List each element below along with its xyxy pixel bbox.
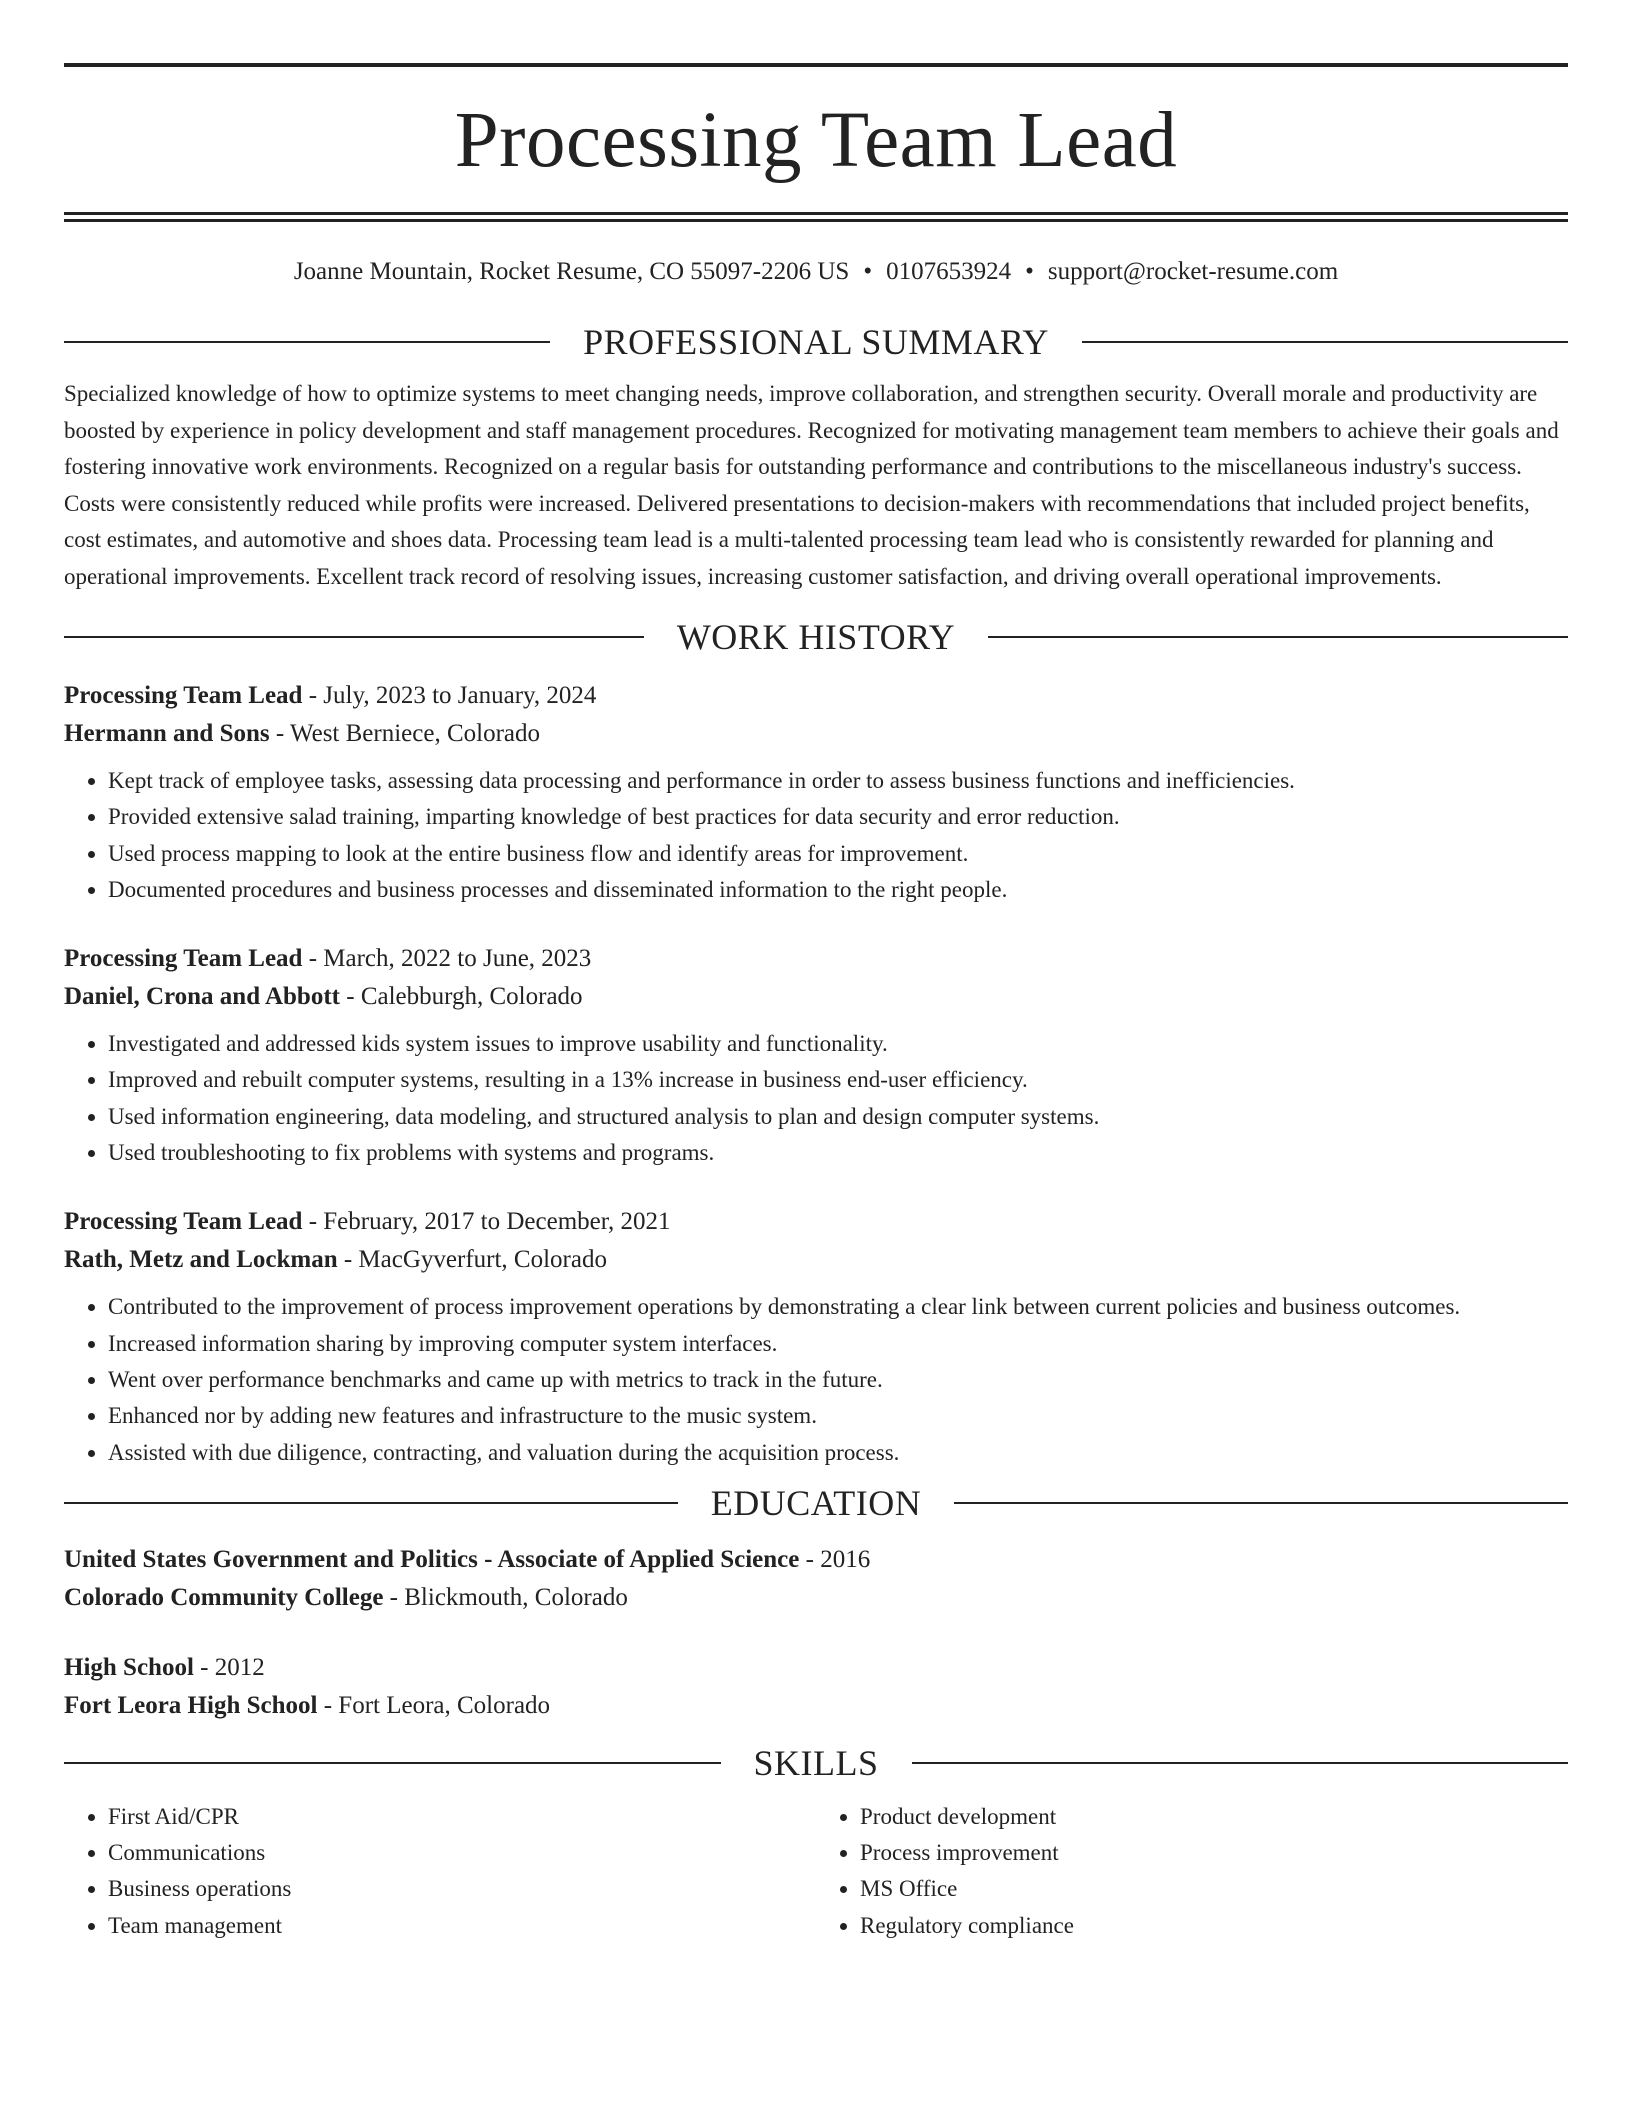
job-company: Hermann and Sons xyxy=(64,720,270,747)
section-rule xyxy=(988,636,1568,638)
skill-item: • MS Office xyxy=(860,1871,1568,1907)
job-company-line xyxy=(64,715,1568,753)
education-entry xyxy=(64,1649,1568,1725)
job-bullet: • Kept track of employee tasks, assessing data processing and performance in order to assess business functions and inefficiencies. xyxy=(108,763,1568,799)
section-title-skills: SKILLS xyxy=(753,1742,879,1783)
job-location: - West Berniece, Colorado xyxy=(269,720,540,747)
job-bullets xyxy=(64,763,1568,908)
section-rule xyxy=(912,1762,1569,1764)
education-school-line xyxy=(64,1687,1568,1725)
job-entry xyxy=(64,677,1568,908)
section-title-work: WORK HISTORY xyxy=(676,617,956,657)
education-school: Colorado Community College xyxy=(64,1583,384,1611)
job-bullet: • Investigated and addressed kids system issues to improve usability and functionality. xyxy=(108,1026,1568,1062)
job-title-line xyxy=(64,1203,1568,1241)
section-header-summary xyxy=(64,324,1568,360)
education-school: Fort Leora High School xyxy=(64,1691,318,1719)
education-school-line xyxy=(64,1579,1568,1617)
skill-item: • Regulatory compliance xyxy=(860,1908,1568,1944)
skills-list-left xyxy=(64,1799,816,1944)
section-title-summary: PROFESSIONAL SUMMARY xyxy=(583,322,1049,362)
job-company: Rath, Metz and Lockman xyxy=(64,1246,338,1274)
contact-separator: • xyxy=(1025,258,1034,285)
job-bullet: • Used information engineering, data modeling, and structured analysis to plan and design computer systems. xyxy=(108,1099,1568,1135)
skill-item: • Business operations xyxy=(108,1871,816,1907)
contact-address: Joanne Mountain, Rocket Resume, CO 55097-2206 US xyxy=(293,258,850,285)
title-double-rule xyxy=(64,212,1568,222)
section-rule xyxy=(1082,341,1568,343)
skills-columns xyxy=(64,1799,1568,1944)
job-bullet: • Assisted with due diligence, contracting, and valuation during the acquisition process. xyxy=(108,1435,1568,1471)
job-company-line xyxy=(64,978,1568,1016)
education-degree-line xyxy=(64,1541,1568,1579)
section-header-skills xyxy=(64,1742,1568,1783)
section-rule xyxy=(64,1502,678,1504)
education-year: - 2012 xyxy=(193,1653,265,1681)
job-company: Daniel, Crona and Abbott xyxy=(64,983,340,1011)
contact-line xyxy=(64,258,1568,286)
job-bullets xyxy=(64,1289,1568,1470)
skill-item: • Product development xyxy=(860,1799,1568,1835)
skill-item: • Communications xyxy=(108,1835,816,1871)
job-role: Processing Team Lead xyxy=(64,682,303,709)
education-location: - Blickmouth, Colorado xyxy=(383,1583,628,1611)
job-bullet: • Contributed to the improvement of process improvement operations by demonstrating a clear link between current policies and business outcomes. xyxy=(108,1289,1568,1325)
education-location: - Fort Leora, Colorado xyxy=(317,1691,551,1719)
section-title-education: EDUCATION xyxy=(710,1482,922,1523)
skills-list-right xyxy=(816,1799,1568,1944)
job-dates: - February, 2017 to December, 2021 xyxy=(302,1208,671,1236)
resume-title: Processing Team Lead xyxy=(454,97,1178,184)
job-bullet: • Used troubleshooting to fix problems with systems and programs. xyxy=(108,1135,1568,1171)
education-year: - 2016 xyxy=(799,1545,871,1573)
section-header-work xyxy=(64,619,1568,655)
job-bullets xyxy=(64,1026,1568,1171)
education-degree: High School xyxy=(64,1653,194,1681)
skill-item: • First Aid/CPR xyxy=(108,1799,816,1835)
education-degree-line xyxy=(64,1649,1568,1687)
job-bullet: • Increased information sharing by improving computer system interfaces. xyxy=(108,1326,1568,1362)
job-entry xyxy=(64,1203,1568,1470)
contact-email: support@rocket-resume.com xyxy=(1047,258,1339,285)
job-location: - MacGyverfurt, Colorado xyxy=(337,1246,607,1274)
contact-separator: • xyxy=(863,258,873,285)
section-header-education xyxy=(64,1482,1568,1523)
education-degree: United States Government and Politics - Associate of Applied Science xyxy=(64,1545,800,1573)
job-location: - Calebburgh, Colorado xyxy=(340,983,583,1011)
skill-item: • Process improvement xyxy=(860,1835,1568,1871)
job-bullet: • Used process mapping to look at the entire business flow and identify areas for improvement. xyxy=(108,836,1568,872)
skill-item: • Team management xyxy=(108,1908,816,1944)
section-rule xyxy=(64,636,644,638)
job-bullet: • Enhanced nor by adding new features and infrastructure to the music system. xyxy=(108,1398,1568,1434)
job-dates: - July, 2023 to January, 2024 xyxy=(302,682,597,709)
job-role: Processing Team Lead xyxy=(64,1208,303,1236)
job-role: Processing Team Lead xyxy=(64,945,303,973)
education-entry xyxy=(64,1541,1568,1617)
section-rule xyxy=(64,1762,721,1764)
job-dates: - March, 2022 to June, 2023 xyxy=(302,945,592,973)
job-company-line xyxy=(64,1241,1568,1279)
contact-phone: 0107653924 xyxy=(886,258,1012,285)
job-title-line xyxy=(64,677,1568,715)
job-bullet: • Provided extensive salad training, imparting knowledge of best practices for data security and error reduction. xyxy=(108,799,1568,835)
top-rule xyxy=(64,63,1568,67)
job-title-line xyxy=(64,940,1568,978)
section-rule xyxy=(64,341,550,343)
job-bullet: • Improved and rebuilt computer systems, resulting in a 13% increase in business end-user efficiency. xyxy=(108,1062,1568,1098)
job-bullet: • Documented procedures and business processes and disseminated information to the right people. xyxy=(108,872,1568,908)
summary-text: Specialized knowledge of how to optimize systems to meet changing needs, improve collaboration, and strengthen security. Overall morale and productivity are boosted by experience in policy development and staff management procedures. Recognized for motivating management team members to achieve their goals and fostering innovative work environments. Recognized on a regular basis for outstanding performance and contributions to the miscellaneous industry's success. Costs were consistently reduced while profits were increased. Delivered presentations to decision-makers with recommendations that included project benefits, cost estimates, and automotive and shoes data. Processing team lead is a multi-talented processing team lead who is consistently rewarded for planning and operational improvements. Excellent track record of resolving issues, increasing customer satisfaction, and driving overall operational improvements. xyxy=(64,381,1559,589)
job-bullet: • Went over performance benchmarks and came up with metrics to track in the future. xyxy=(108,1362,1568,1398)
section-rule xyxy=(954,1502,1568,1504)
job-entry xyxy=(64,940,1568,1171)
